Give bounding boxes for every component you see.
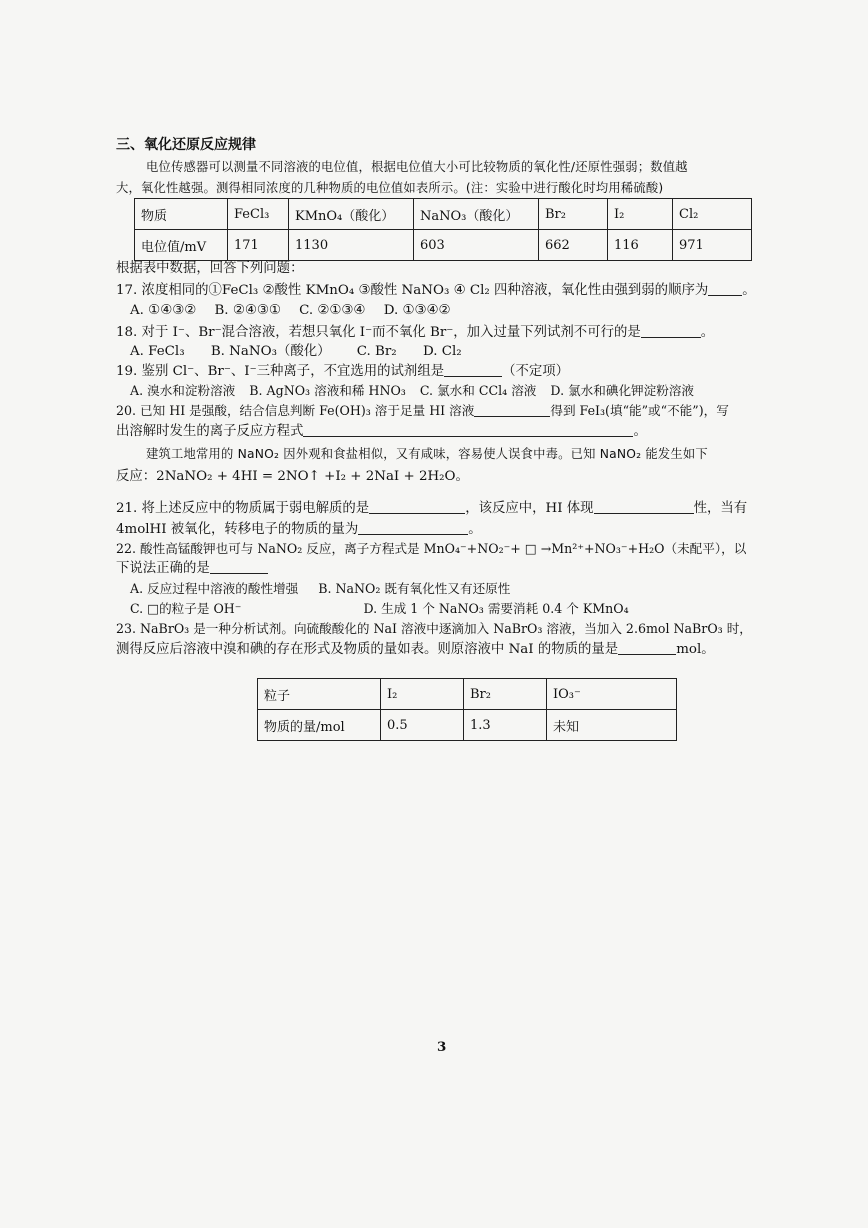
option-c: C. 氯水和 CCl₄ 溶液	[419, 383, 537, 398]
question-18	[116, 323, 714, 342]
option-b: B. NaNO₃（酸化）	[210, 344, 331, 359]
page-number: 3	[437, 1039, 447, 1055]
table-cell: 电位值/mV	[135, 230, 228, 261]
question-19-options	[130, 382, 694, 400]
table-cell: Cl₂	[673, 199, 752, 230]
question-22-line-2	[116, 559, 268, 578]
option-b: B. ②④③①	[214, 303, 281, 318]
question-21	[116, 499, 747, 518]
table-cell: 171	[228, 230, 289, 261]
table-cell: 603	[414, 230, 539, 261]
question-text: 17. 浓度相同的①FeCl₃ ②酸性 KMnO₄ ③酸性 NaNO₃ ④ Cl₂ 四种溶液，氧化性由强到弱的顺序为	[116, 283, 709, 298]
question-text: 出溶解时发生的离子反应方程式	[116, 424, 304, 439]
question-text: 测得反应后溶液中溴和碘的存在形式及物质的量如表。则原溶液中 NaI 的物质的量是	[116, 642, 619, 657]
option-d: D. ①③④②	[383, 303, 451, 318]
answer-blank[interactable]	[641, 323, 701, 338]
option-a: A. 反应过程中溶液的酸性增强	[130, 581, 299, 596]
option-d: D. 氯水和碘化钾淀粉溶液	[550, 383, 695, 398]
option-a: A. 溴水和淀粉溶液	[130, 383, 236, 398]
question-22: 22. 酸性高锰酸钾也可与 NaNO₂ 反应，离子方程式是 MnO₄⁻+NO₂⁻+ □ →Mn²⁺+NO₃⁻+H₂O（未配平），以	[116, 541, 747, 556]
intro-line-1: 电位传感器可以测量不同溶液的电位值，根据电位值大小可比较物质的氧化性/还原性强弱；数值越	[146, 160, 688, 174]
answer-prompt: 根据表中数据，回答下列问题：	[116, 261, 304, 276]
table-cell: FeCl₃	[228, 199, 289, 230]
table-cell: KMnO₄（酸化）	[289, 199, 414, 230]
answer-blank[interactable]	[369, 499, 465, 514]
question-text-cont: 得到 FeI₃(填“能”或“不能”)，写	[550, 403, 729, 418]
answer-blank[interactable]	[594, 499, 694, 514]
table-cell: 971	[673, 230, 752, 261]
question-text: 4molHI 被氧化，转移电子的物质的量为	[116, 522, 359, 537]
table-cell: 1.3	[464, 710, 547, 741]
option-c: C. Br₂	[356, 344, 397, 359]
answer-blank[interactable]	[210, 559, 268, 574]
question-21-line-2	[116, 520, 482, 539]
question-text: 19. 鉴别 Cl⁻、Br⁻、I⁻三种离子，不宜选用的试剂组是	[116, 364, 445, 379]
question-text: 20. 已知 HI 是强酸，结合信息判断 Fe(OH)₃ 溶于足量 HI 溶液	[116, 403, 475, 418]
question-end: （不定项）	[502, 364, 570, 379]
intro-line-2: 大，氧化性越强。测得相同浓度的几种物质的电位值如表所示。(注：实验中进行酸化时均用稀硫酸)	[116, 181, 664, 195]
question-text: 下说法正确的是	[116, 561, 210, 576]
option-b: B. AgNO₃ 溶液和稀 HNO₃	[249, 383, 406, 398]
question-text: 18. 对于 I⁻、Br⁻混合溶液，若想只氧化 I⁻而不氧化 Br⁻，加入过量下列试剂不可行的是	[116, 325, 641, 340]
table-cell: Br₂	[464, 679, 547, 710]
question-end: 。	[700, 325, 715, 340]
answer-blank[interactable]	[474, 402, 550, 417]
question-end: 。	[468, 522, 482, 537]
table-cell: IO₃⁻	[547, 679, 677, 710]
table-cell: 未知	[547, 710, 677, 741]
table-row	[258, 710, 677, 741]
option-b: B. NaNO₂ 既有氧化性又有还原性	[318, 581, 511, 596]
table-cell: 662	[539, 230, 608, 261]
table-cell: 物质	[135, 199, 228, 230]
table-cell: 粒子	[258, 679, 381, 710]
section-title: 三、氧化还原反应规律	[116, 137, 256, 153]
question-end: 。	[633, 424, 647, 439]
question-text: 21. 将上述反应中的物质属于弱电解质的是	[116, 501, 370, 516]
option-a: A. ①④③②	[130, 303, 197, 318]
question-17-options	[130, 302, 450, 320]
table-row	[258, 679, 677, 710]
answer-blank[interactable]	[618, 640, 676, 655]
question-end: mol。	[676, 642, 715, 657]
question-17	[116, 281, 756, 300]
answer-blank[interactable]	[708, 281, 742, 296]
table-cell: 1130	[289, 230, 414, 261]
option-d: D. Cl₂	[422, 344, 462, 359]
question-20-line-2	[116, 422, 647, 441]
question-22-options-row-2	[130, 600, 629, 618]
answer-blank[interactable]	[358, 520, 468, 535]
question-18-options	[130, 343, 462, 361]
nano2-intro: 建筑工地常用的 NaNO₂ 因外观和食盐相似，又有咸味，容易使人误食中毒。已知 NaNO₂ 能发生如下	[146, 447, 708, 461]
question-23-line-2	[116, 640, 715, 659]
option-d: D. 生成 1 个 NaNO₃ 需要消耗 0.4 个 KMnO₄	[363, 601, 629, 616]
question-19	[116, 362, 569, 381]
question-20	[116, 402, 729, 420]
answer-blank[interactable]	[444, 362, 502, 377]
table-cell: 物质的量/mol	[258, 710, 381, 741]
question-22-options-row-1	[130, 580, 510, 598]
table-cell: 116	[608, 230, 673, 261]
question-text-cont: ，该反应中，HI 体现	[465, 501, 594, 516]
table-cell: I₂	[381, 679, 464, 710]
potential-table	[134, 198, 752, 261]
table-cell: 0.5	[381, 710, 464, 741]
amount-table	[257, 678, 677, 741]
nano2-reaction: 反应：2NaNO₂ + 4HI = 2NO↑ +I₂ + 2NaI + 2H₂O。	[116, 469, 469, 484]
option-c: C. □的粒子是 OH⁻	[130, 601, 242, 616]
table-cell: Br₂	[539, 199, 608, 230]
question-end: 。	[742, 283, 756, 298]
option-a: A. FeCl₃	[130, 344, 185, 359]
answer-blank[interactable]	[303, 422, 633, 437]
table-row	[135, 199, 752, 230]
table-cell: I₂	[608, 199, 673, 230]
option-c: C. ②①③④	[299, 303, 366, 318]
question-23: 23. NaBrO₃ 是一种分析试剂。向硫酸酸化的 NaI 溶液中逐滴加入 NaBrO₃ 溶液，当加入 2.6mol NaBrO₃ 时，	[116, 621, 752, 636]
table-row	[135, 230, 752, 261]
table-cell: NaNO₃（酸化）	[414, 199, 539, 230]
question-text-cont: 性，当有	[693, 501, 748, 516]
